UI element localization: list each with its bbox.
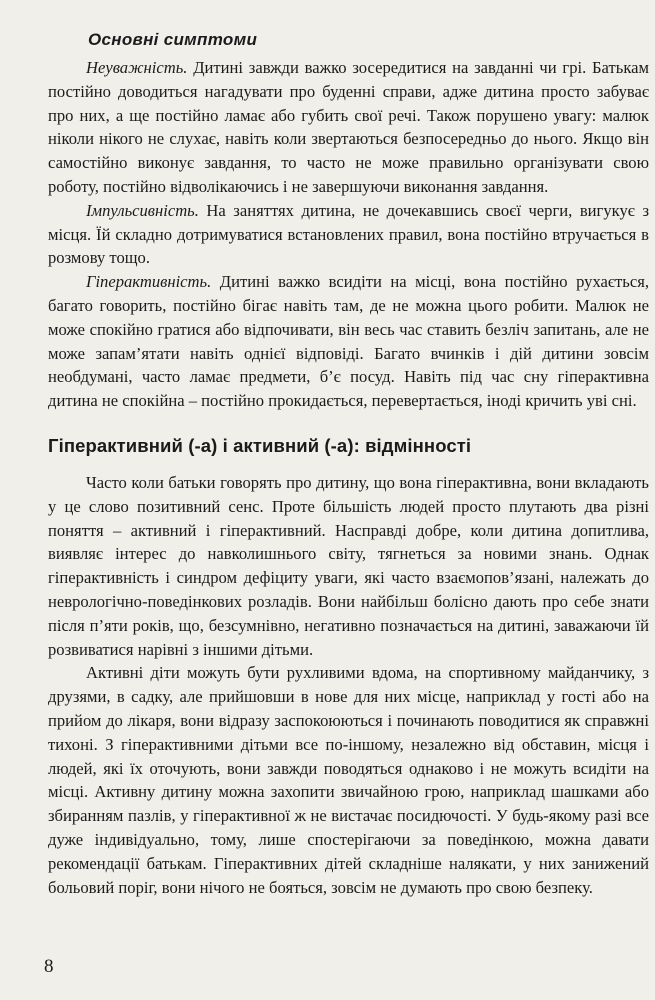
term-inattention: Неуважність. — [86, 58, 188, 77]
paragraph-text: На заняттях дитина, не дочекавшись своєї черги, вигукує з місця. Їй складно дотримуватися встановлених правил, вона постійно втручається в розмову тощо. — [48, 200, 649, 268]
section-title: Основні симптоми — [88, 30, 258, 49]
term-impulsivity: Імпульсивність. — [86, 200, 199, 220]
paragraph-impulsivity — [48, 199, 649, 270]
differences-block — [48, 471, 649, 899]
symptoms-block — [48, 56, 649, 413]
paragraph-hyperactivity — [48, 270, 649, 413]
section-heading: Гіперактивний (-а) і активний (-а): відмінності — [48, 434, 472, 456]
term-hyperactivity: Гіперактивність. — [86, 272, 212, 292]
paragraph-text: Дитині завжди важко зосередитися на завданні чи грі. Батькам постійно доводиться нагадувати про буденні справи, адже дитина просто забуває про них, а ще постійно ламає або губить свої речі. Також порушено увагу: малюк ніколи нікого не слухає, навіть коли звертаються безпосередньо до нього. Якщо він самостійно виконує завдання, то часто не може правильно організувати свою роботу, постійно відволікаючись і не завершуючи виконання завдання. — [48, 58, 649, 196]
paragraph-inattention — [48, 56, 649, 199]
paragraph-differences-1: Часто коли батьки говорять про дитину, що вона гіперактивна, вони вкладають у це слово позитивний сенс. Проте більшість людей просто плутають два різні поняття – активний і гіперактивний. Насправді добре, коли дитина допитлива, виявляє інтерес до навколишнього світу, тягнеться за новими знань. Однак гіперактивність і синдром дефіциту уваги, які часто взаємопов’язані, належать до неврологічно-поведінкових розладів. Вони найбільш болісно дають про себе знати після п’яти років, що, безсумнівно, негативно позначається на дитині, заважаючи їй розвиватися нарівні з іншими дітьми. — [48, 472, 649, 659]
page-number: 8 — [44, 956, 54, 977]
paragraph-differences-2: Активні діти можуть бути рухливими вдома, на спортивному майданчику, з друзями, в садку, але прийшовши в нове для них місце, наприклад у гості або на прийом до лікаря, вони відразу заспокоюються і починають поводитися як справжні тихоні. З гіперактивними дітьми все по-іншому, незалежно від обставин, місця і людей, які їх оточують, вони завжди поводяться однаково і не можуть всидіти на місці. Активну дитину можна захопити звичайною грою, наприклад шашками або збиранням пазлів, у гіперактивної ж не вистачає посидючості. У будь-якому разі все дуже індивідуально, тому, лише спостерігаючи за поведінкою, можна давати рекомендації батькам. Гіперактивних дітей складніше налякати, у них занижений больовий поріг, вони нічого не бояться, зовсім не думають про свою безпеку. — [48, 663, 649, 897]
paragraph-text: Дитині важко всидіти на місці, вона постійно рухається, багато говорить, постійно бігає навіть там, де не можна цього робити. Малюк не може спокійно гратися або відпочивати, він весь час ставить безліч запитань, але не може запам’ятати навіть однієї відповіді. Багато вчинків і дій дитини зовсім необдумані, часто ламає предмети, б’є посуд. Навіть під час сну гіперактивна дитина не спокійна – постійно прокидається, перевертається, іноді кричить уві сні. — [48, 272, 649, 411]
